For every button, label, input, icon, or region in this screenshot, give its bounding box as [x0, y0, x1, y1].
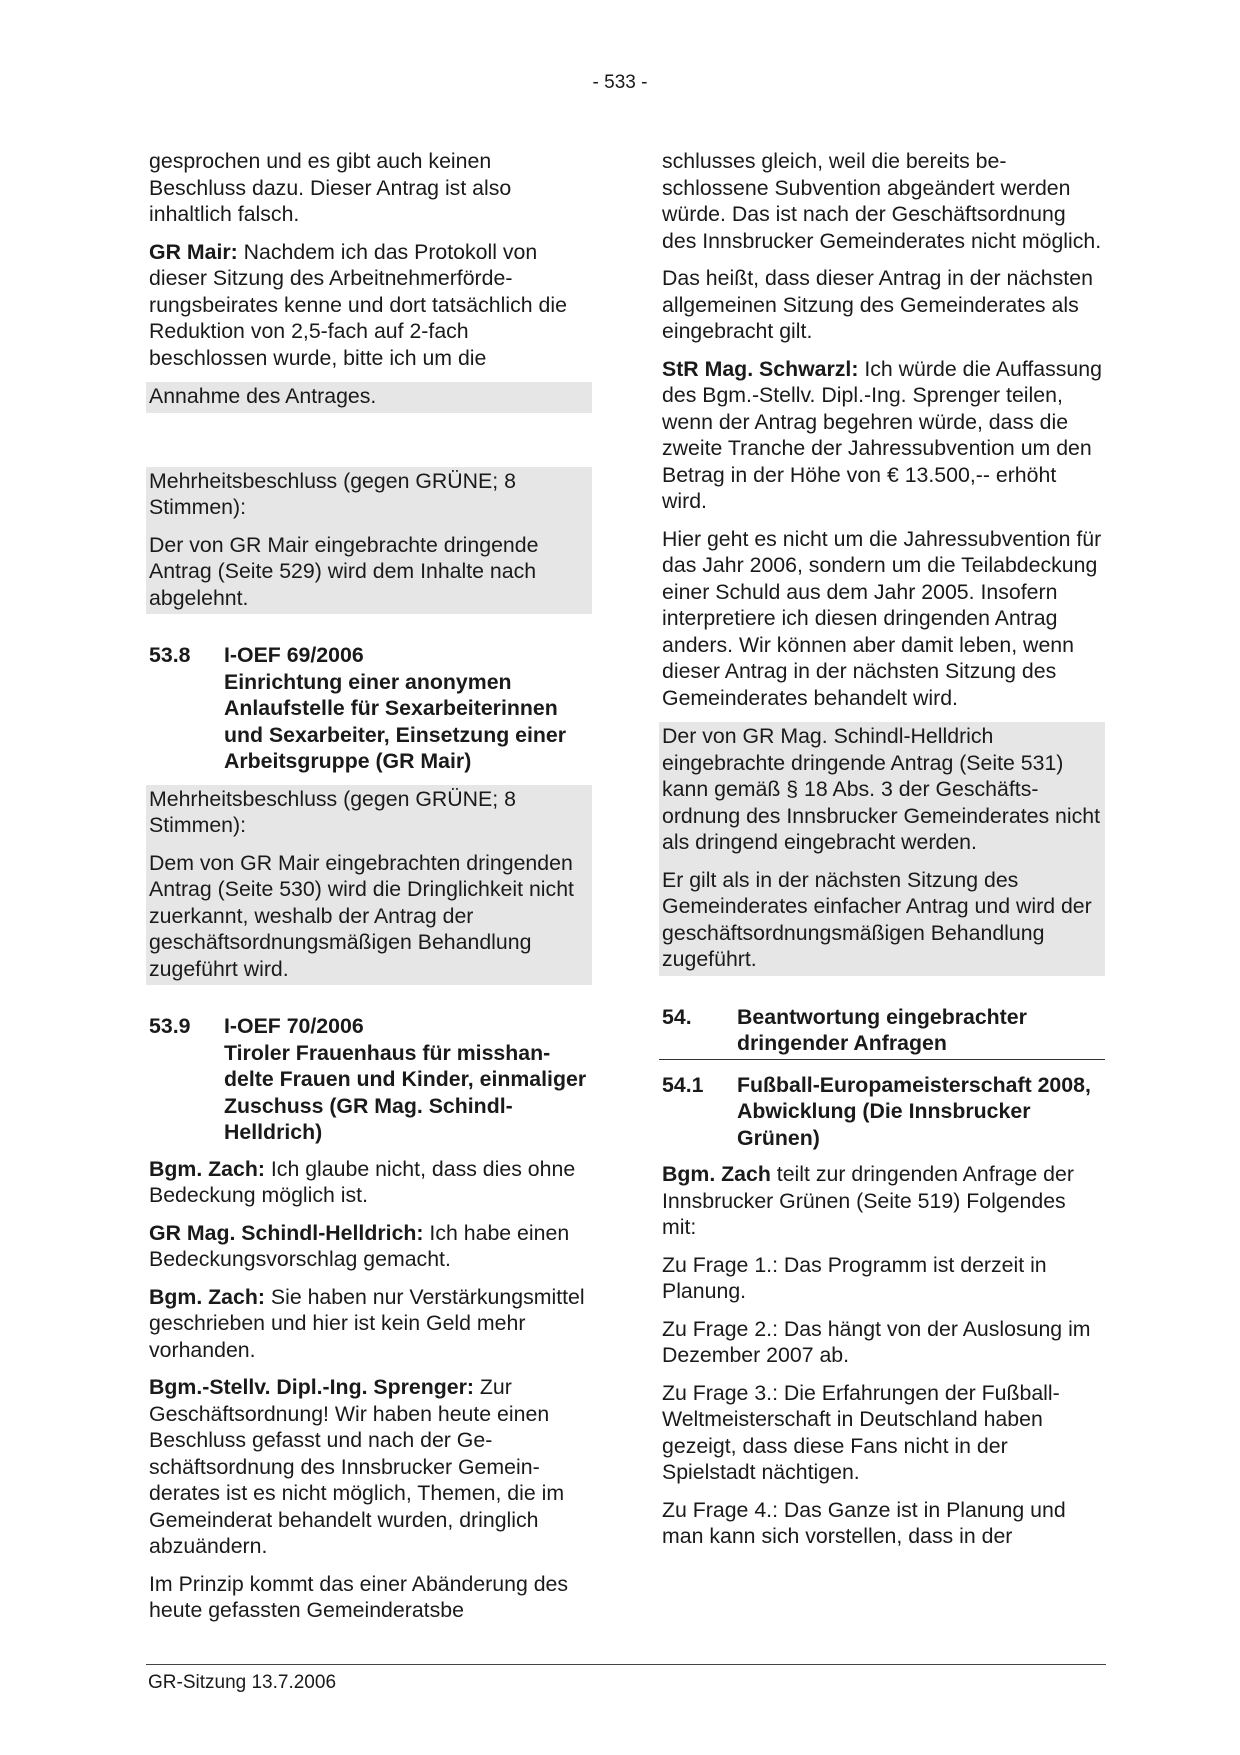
right-column	[659, 148, 1105, 1561]
speaker-name: Bgm.-Stellv. Dipl.-Ing. Sprenger:	[149, 1375, 474, 1399]
paragraph: gesprochen und es gibt auch keinen Beschluss dazu. Dieser Antrag ist also inhaltlich falsch.	[149, 149, 512, 226]
paragraph	[146, 1284, 592, 1364]
paragraph	[146, 1374, 592, 1560]
paragraph	[659, 1161, 1105, 1241]
resolution-box	[659, 722, 1105, 976]
speaker-name: Bgm. Zach:	[149, 1284, 265, 1309]
speech-text: Sie haben nur Verstärkungsmittel geschrieben und hier ist kein Geld mehr vorhanden.	[149, 1284, 585, 1362]
page-number: - 533 -	[592, 72, 648, 93]
paragraph: Er gilt als in der nächsten Sitzung des Gemeinderates einfacher Antrag und wird der geschäftsordnungsmäßigen Behandlung zugeführt.	[662, 867, 1092, 971]
section-heading-53-9	[146, 1013, 592, 1146]
section-heading-53-8	[146, 642, 592, 775]
speaker-name: Bgm. Zach	[662, 1162, 771, 1186]
paragraph	[146, 1220, 592, 1273]
paragraph: Zu Frage 3.: Die Erfahrungen der Fußball-Weltmeisterschaft in Deutschland haben gezeigt, dass diese Fans nicht in der Spielstadt nächtigen.	[662, 1380, 1060, 1484]
paragraph	[146, 239, 592, 372]
paragraph: schlusses gleich, weil die bereits beschlossene Subvention abgeändert werden würde. Das ist nach der Geschäftsordnung des Innsbrucker Gemeinderates nicht möglich.	[662, 149, 1102, 253]
footer-text: GR-Sitzung 13.7.2006	[148, 1672, 337, 1693]
section-number: 54.	[662, 1004, 692, 1029]
speech-text: Ich glaube nicht, dass dies ohne Bedeckung möglich ist.	[149, 1156, 576, 1207]
section-heading-54-1	[659, 1072, 1105, 1152]
paragraph: Das heißt, dass dieser Antrag in der nächsten allgemeinen Sitzung des Gemeinderates als eingebracht gilt.	[662, 266, 1093, 343]
speech-text: Nachdem ich das Protokoll von dieser Sitzung des Arbeitnehmerförderungsbeirates kenne und dort tatsächlich die Reduktion von 2,5-fach auf 2-fach beschlossen wurde, bitte ich um die	[149, 239, 567, 370]
left-column	[146, 148, 592, 1635]
paragraph: Der von GR Mag. Schindl-Helldrich eingebrachte dringende Antrag (Seite 531) kann gemäß § 18 Abs. 3 der Geschäftsordnung des Innsbrucker Gemeinderates nicht als dringend eingebracht werden.	[662, 724, 1101, 854]
resolution-box	[146, 467, 592, 615]
section-number: 54.1	[662, 1072, 704, 1097]
speaker-name: Bgm. Zach:	[149, 1156, 265, 1181]
paragraph: Mehrheitsbeschluss (gegen GRÜNE; 8 Stimmen):	[149, 468, 516, 519]
speech-text: Zur Geschäftsordnung! Wir haben heute einen Beschluss gefasst und nach der Geschäftsordnung des Innsbrucker Gemeinderates ist es nicht möglich, Themen, die im Gemeinderat behandelt wurden, dringlich abzuändern.	[149, 1375, 565, 1558]
paragraph: Zu Frage 4.: Das Ganze ist in Planung und man kann sich vorstellen, dass in der	[662, 1497, 1066, 1548]
speech-text: teilt zur dringenden Anfrage der Innsbrucker Grünen (Seite 519) Folgendes mit:	[662, 1162, 1074, 1239]
section-title: Einrichtung einer anonymen Anlaufstelle für Sexarbeiterinnen und Sexarbeiter, Einsetzung einer Arbeitsgruppe (GR Mair)	[224, 669, 567, 773]
paragraph: Mehrheitsbeschluss (gegen GRÜNE; 8 Stimmen):	[149, 786, 516, 837]
speaker-name: StR Mag. Schwarzl:	[662, 356, 859, 381]
speech-text: Ich würde die Auffassung des Bgm.-Stellv. Dipl.-Ing. Sprenger teilen, wenn der Antrag begehren würde, dass die zweite Tranche der Jahressubvention um den Betrag in der Höhe von € 13.500,-- erhöht wird.	[662, 356, 1102, 513]
section-number: 53.8	[149, 643, 191, 667]
speaker-name: GR Mag. Schindl-Helldrich:	[149, 1220, 424, 1245]
paragraph: Zu Frage 2.: Das hängt von der Auslosung im Dezember 2007 ab.	[662, 1316, 1091, 1367]
paragraph	[146, 1156, 592, 1209]
resolution-box	[146, 382, 592, 413]
paragraph: Der von GR Mair eingebrachte dringende Antrag (Seite 529) wird dem Inhalte nach abgelehnt.	[149, 532, 539, 610]
speaker-name: GR Mair:	[149, 239, 238, 264]
section-heading-54	[659, 1004, 1105, 1060]
section-ref: I-OEF 69/2006	[224, 643, 364, 667]
paragraph: Hier geht es nicht um die Jahressubvention für das Jahr 2006, sondern um die Teilabdeckung einer Schuld aus dem Jahr 2005. Insofern interpretiere ich diesen dringenden Antrag anders. Wir können aber damit leben, wenn dieser Antrag in der nächsten Sitzung des Gemeinderates behandelt wird.	[662, 526, 1102, 710]
section-title: Fußball-Europameisterschaft 2008, Abwicklung (Die Innsbrucker Grünen)	[737, 1072, 1091, 1150]
resolution-box	[146, 785, 592, 986]
section-number: 53.9	[149, 1014, 191, 1038]
paragraph	[659, 356, 1105, 515]
section-ref: I-OEF 70/2006	[224, 1014, 364, 1038]
speech-text: Ich habe einen Bedeckungsvorschlag gemacht.	[149, 1220, 570, 1271]
paragraph: Im Prinzip kommt das einer Abänderung des heute gefassten Gemeinderatsbe	[149, 1571, 569, 1622]
footer-divider	[146, 1664, 1106, 1665]
paragraph: Zu Frage 1.: Das Programm ist derzeit in Planung.	[662, 1252, 1047, 1303]
section-title: Beantwortung eingebrachter dringender Anfragen	[737, 1004, 1027, 1055]
paragraph: Annahme des Antrages.	[149, 384, 377, 408]
section-title: Tiroler Frauenhaus für misshandelte Frauen und Kinder, einmaliger Zuschuss (GR Mag. Schindl-Helldrich)	[224, 1040, 587, 1144]
paragraph: Dem von GR Mair eingebrachten dringenden Antrag (Seite 530) wird die Dringlichkeit nicht zuerkannt, weshalb der Antrag der geschäftsordnungsmäßigen Behandlung zugeführt wird.	[149, 850, 574, 981]
